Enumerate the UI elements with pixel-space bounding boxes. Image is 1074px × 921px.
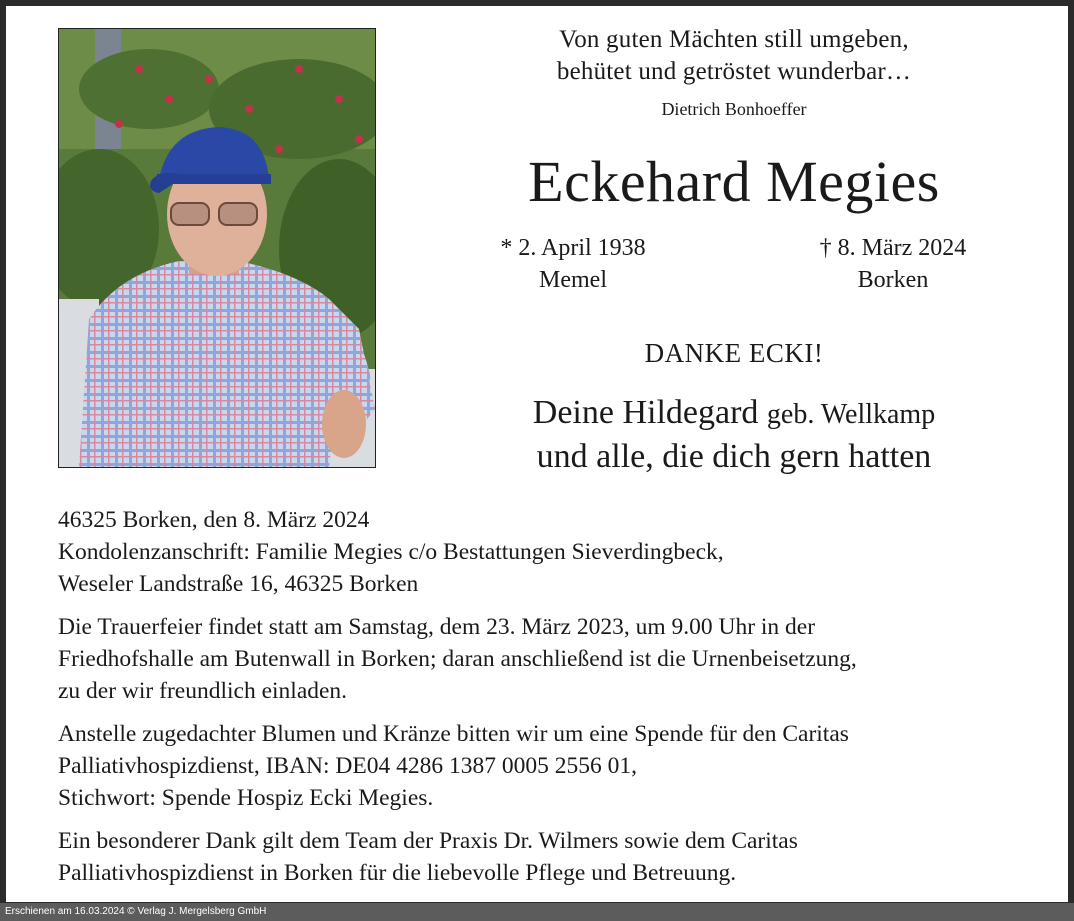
donation-line: Palliativhospizdienst, IBAN: DE04 4286 1387 0005 2556 01,: [58, 753, 637, 779]
death-date: † 8. März 2024: [819, 235, 967, 261]
portrait-photo: [58, 28, 376, 468]
death-info: [778, 232, 1008, 296]
ceremony-paragraph: [58, 611, 1058, 707]
deceased-name: Eckehard Megies: [528, 149, 940, 214]
ceremony-line: zu der wir freundlich einladen.: [58, 678, 348, 704]
publication-footer: Erschienen am 16.03.2024 © Verlag J. Mergelsberg GmbH: [0, 903, 1074, 921]
signature-name: Deine Hildegard: [532, 394, 759, 431]
gratitude-line: Ein besonderer Dank gilt dem Team der Praxis Dr. Wilmers sowie dem Caritas: [58, 828, 798, 854]
birth-place: Memel: [539, 267, 607, 293]
address-line: Weseler Landstraße 16, 46325 Borken: [58, 571, 419, 597]
signature-maiden-name: geb. Wellkamp: [766, 399, 936, 430]
gratitude-paragraph: [58, 825, 1058, 889]
address-line: 46325 Borken, den 8. März 2024: [58, 507, 370, 533]
notice-details: [58, 504, 1058, 900]
quote-line-1: Von guten Mächten still umgeben,: [559, 26, 909, 53]
signature-primary: [402, 394, 1066, 432]
address-line: Kondolenzanschrift: Familie Megies c/o Bestattungen Sieverdingbeck,: [58, 539, 724, 565]
quote-line-2: behütet und getröstet wunderbar…: [556, 58, 912, 85]
birth-date: * 2. April 1938: [500, 235, 646, 261]
ceremony-line: Die Trauerfeier findet statt am Samstag, dem 23. März 2023, um 9.00 Uhr in der: [58, 614, 816, 640]
birth-info: [458, 232, 688, 296]
gratitude-line: Palliativhospizdienst in Borken für die liebevolle Pflege und Betreuung.: [58, 860, 737, 886]
quote-author: Dietrich Bonhoeffer: [661, 99, 807, 119]
signature-others: und alle, die dich gern hatten: [536, 438, 932, 475]
death-place: Borken: [857, 267, 929, 293]
thanks-line: DANKE ECKI!: [644, 338, 824, 368]
donation-paragraph: [58, 718, 1058, 814]
donation-line: Anstelle zugedachter Blumen und Kränze bitten wir um eine Spende für den Caritas: [58, 721, 849, 747]
obituary-notice: [6, 6, 1068, 902]
ceremony-line: Friedhofshalle am Butenwall in Borken; daran anschließend ist die Urnenbeisetzung,: [58, 646, 857, 672]
address-paragraph: [58, 504, 1058, 600]
donation-line: Stichwort: Spende Hospiz Ecki Megies.: [58, 785, 434, 811]
